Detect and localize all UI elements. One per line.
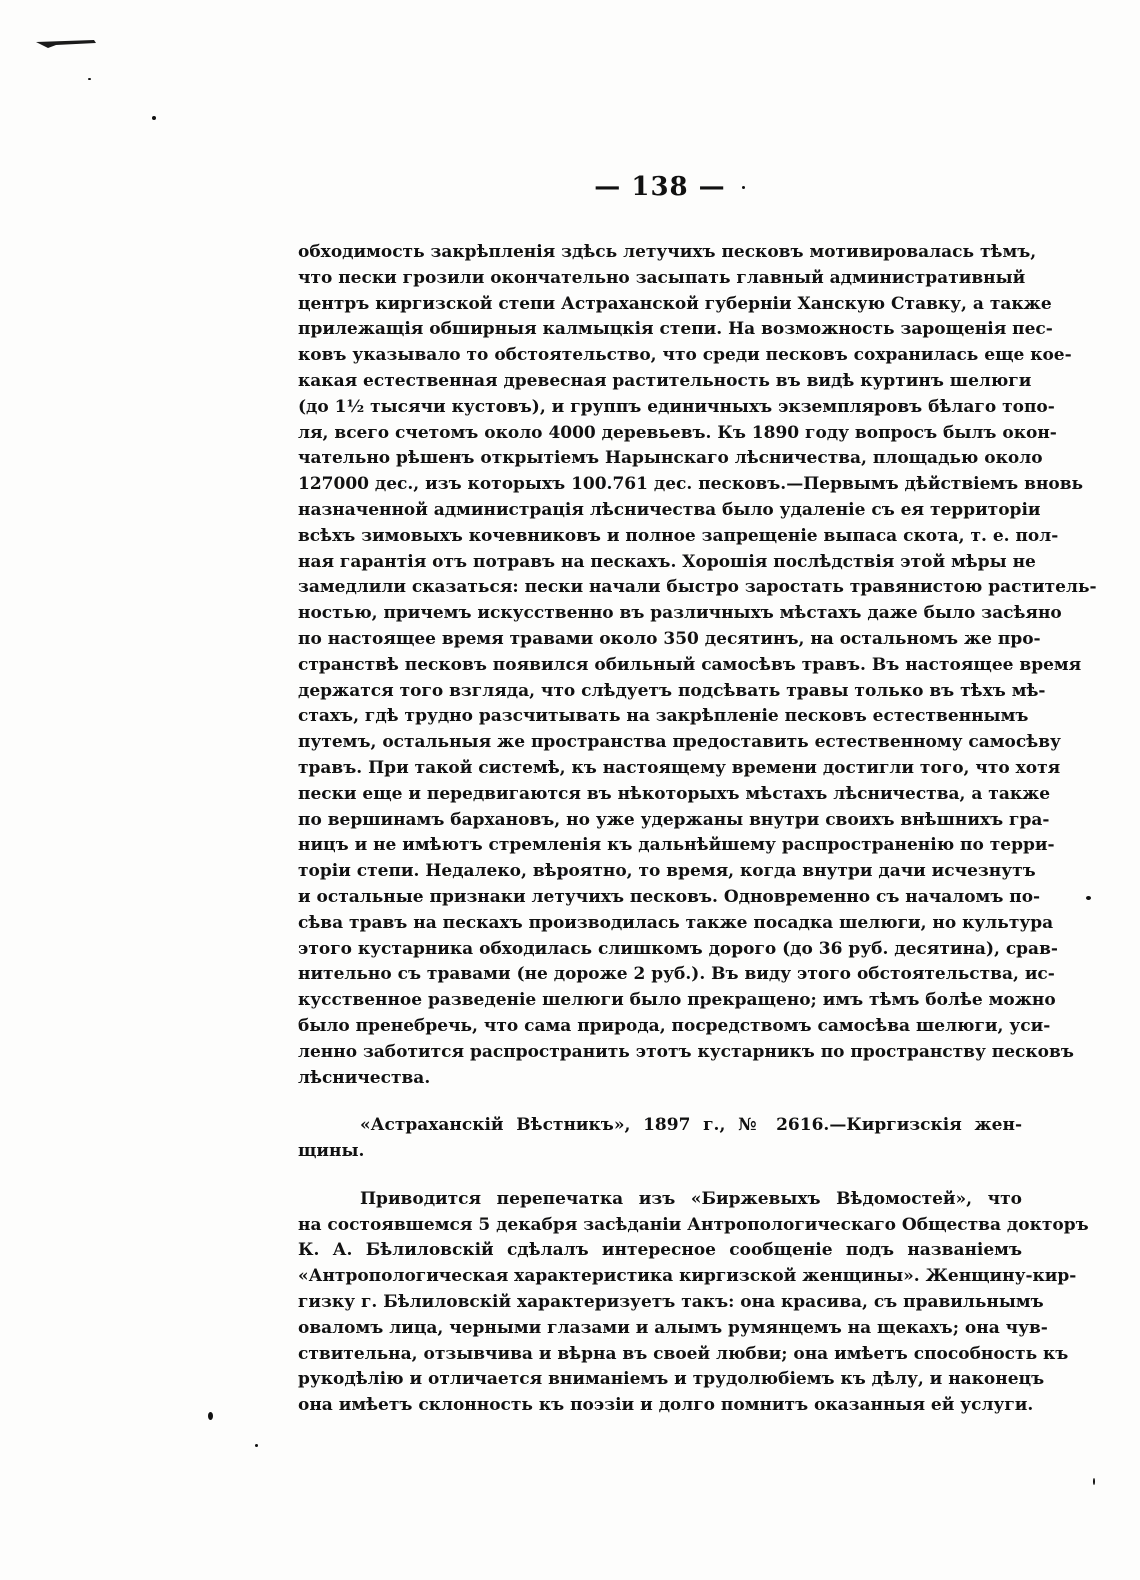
paragraph xyxy=(298,1113,1022,1165)
text-line: центръ киргизской степи Астраханской губерніи Ханскую Ставку, а также xyxy=(298,293,1052,314)
text-line: стахъ, гдѣ трудно разсчитывать на закрѣпленіе песковъ естественнымъ xyxy=(298,706,1029,727)
text-line: путемъ, остальныя же пространства предоставить естественному самосѣву xyxy=(298,732,1061,753)
text-line: было пренебречь, что сама природа, посредствомъ самосѣва шелюги, уси- xyxy=(298,1015,1051,1036)
text-line: травъ. При такой системѣ, къ настоящему времени достигли того, что хотя xyxy=(298,757,1061,778)
text-line: щины. xyxy=(298,1141,365,1162)
text-line: торіи степи. Недалеко, вѣроятно, то время, когда внутри дачи исчезнутъ xyxy=(298,861,1036,882)
text-line: странствѣ песковъ появился обильный самосѣвъ травъ. Въ настоящее время xyxy=(298,654,1082,675)
text-line: «Антропологическая характеристика киргизской женщины». Женщину-кир- xyxy=(298,1266,1077,1287)
text-line: по настоящее время травами около 350 десятинъ, на остальномъ же про- xyxy=(298,628,1041,649)
ink-speck xyxy=(152,116,156,120)
ink-smudge xyxy=(36,38,96,50)
paragraphs xyxy=(298,240,1097,1419)
text-line: ностью, причемъ искусственно въ различныхъ мѣстахъ даже было засѣяно xyxy=(298,603,1062,624)
text-line: оваломъ лица, черными глазами и алымъ румянцемъ на щекахъ; она чув- xyxy=(298,1317,1048,1338)
text-line: лѣсничества. xyxy=(298,1067,431,1088)
paragraph xyxy=(298,1187,1089,1419)
text-line: ковъ указывало то обстоятельство, что среди песковъ сохранилась еще кое- xyxy=(298,345,1072,366)
text-line: нительно съ травами (не дороже 2 руб.). Въ виду этого обстоятельства, ис- xyxy=(298,964,1055,985)
text-line: и остальные признаки летучихъ песковъ. Одновременно съ началомъ по- xyxy=(298,886,1041,907)
text-line: ствительна, отзывчива и вѣрна въ своей любви; она имѣетъ способность къ xyxy=(298,1343,1069,1364)
text-line: по вершинамъ бархановъ, но уже удержаны внутри своихъ внѣшнихъ гра- xyxy=(298,809,1050,830)
text-line: 127000 дес., изъ которыхъ 100.761 дес. песковъ.—Первымъ дѣйствіемъ вновь xyxy=(298,474,1084,495)
ink-speck xyxy=(255,1444,258,1447)
text-line: обходимость закрѣпленія здѣсь летучихъ песковъ мотивировалась тѣмъ, xyxy=(298,242,1037,262)
text-line: что пески грозили окончательно засыпать главный административный xyxy=(298,267,1026,288)
text-line: ленно заботится распространить этотъ кустарникъ по пространству песковъ xyxy=(298,1041,1074,1062)
text-line: Приводится перепечатка изъ «Биржевыхъ Вѣдомостей», что xyxy=(360,1188,1022,1209)
text-line: ницъ и не имѣютъ стремленія къ дальнѣйшему распространенію по терри- xyxy=(298,835,1055,856)
text-line: прилежащія обширныя калмыцкія степи. На возможность зарощенія пес- xyxy=(298,319,1053,340)
ink-speck xyxy=(1093,1478,1095,1485)
text-line: назначенной администрація лѣсничества было удаленіе съ ея территоріи xyxy=(298,499,1041,520)
text-line: на состоявшемся 5 декабря засѣданіи Антропологическаго Общества докторъ xyxy=(298,1214,1089,1235)
ink-speck xyxy=(208,1412,213,1420)
paragraph xyxy=(298,240,1097,1091)
page-number: — 138 — xyxy=(594,172,726,202)
ink-speck xyxy=(88,78,91,80)
text-line: чательно рѣшенъ открытіемъ Нарынскаго лѣсничества, площадью около xyxy=(298,448,1043,469)
text-line: кусственное разведеніе шелюги было прекращено; имъ тѣмъ болѣе можно xyxy=(298,990,1056,1011)
text-line: какая естественная древесная растительность въ видѣ куртинъ шелюги xyxy=(298,370,1032,391)
paragraph-gap xyxy=(298,1091,1022,1113)
text-line: «Астраханскій Вѣстникъ», 1897 г., № 2616.—Киргизскія жен- xyxy=(360,1115,1022,1136)
body-text xyxy=(298,240,1097,1419)
text-line: этого кустарника обходилась слишкомъ дорого (до 36 руб. десятина), срав- xyxy=(298,938,1058,959)
text-line: пески еще и передвигаются въ нѣкоторыхъ мѣстахъ лѣсничества, а также xyxy=(298,783,1051,804)
text-line: рукодѣлію и отличается вниманіемъ и трудолюбіемъ къ дѣлу, и наконецъ xyxy=(298,1369,1045,1390)
text-line: ная гарантія отъ потравъ на пескахъ. Хорошія послѣдствія этой мѣры не xyxy=(298,551,1036,572)
text-line: она имѣетъ склонность къ поэзіи и долго помнитъ оказанныя ей услуги. xyxy=(298,1395,1034,1416)
text-line: держатся того взгляда, что слѣдуетъ подсѣвать травы только въ тѣхъ мѣ- xyxy=(298,680,1046,701)
text-line: всѣхъ зимовыхъ кочевниковъ и полное запрещеніе выпаса скота, т. е. пол- xyxy=(298,525,1059,546)
paragraph-gap xyxy=(298,1165,1022,1187)
text-line: замедлили сказаться: пески начали быстро заростать травянистою раститель- xyxy=(298,577,1097,598)
text-line: гизку г. Бѣлиловскій характеризуетъ такъ: она красива, съ правильнымъ xyxy=(298,1292,1044,1313)
text-line: К. А. Бѣлиловскій сдѣлалъ интересное сообщеніе подъ названіемъ xyxy=(298,1240,1022,1261)
text-line: ля, всего счетомъ около 4000 деревьевъ. Къ 1890 году вопросъ былъ окон- xyxy=(298,422,1057,443)
text-line: (до 1½ тысячи кустовъ), и группъ единичныхъ экземпляровъ бѣлаго топо- xyxy=(298,396,1055,417)
text-line: сѣва травъ на пескахъ производилась также посадка шелюги, но культура xyxy=(298,912,1054,933)
ink-speck xyxy=(1086,896,1091,900)
